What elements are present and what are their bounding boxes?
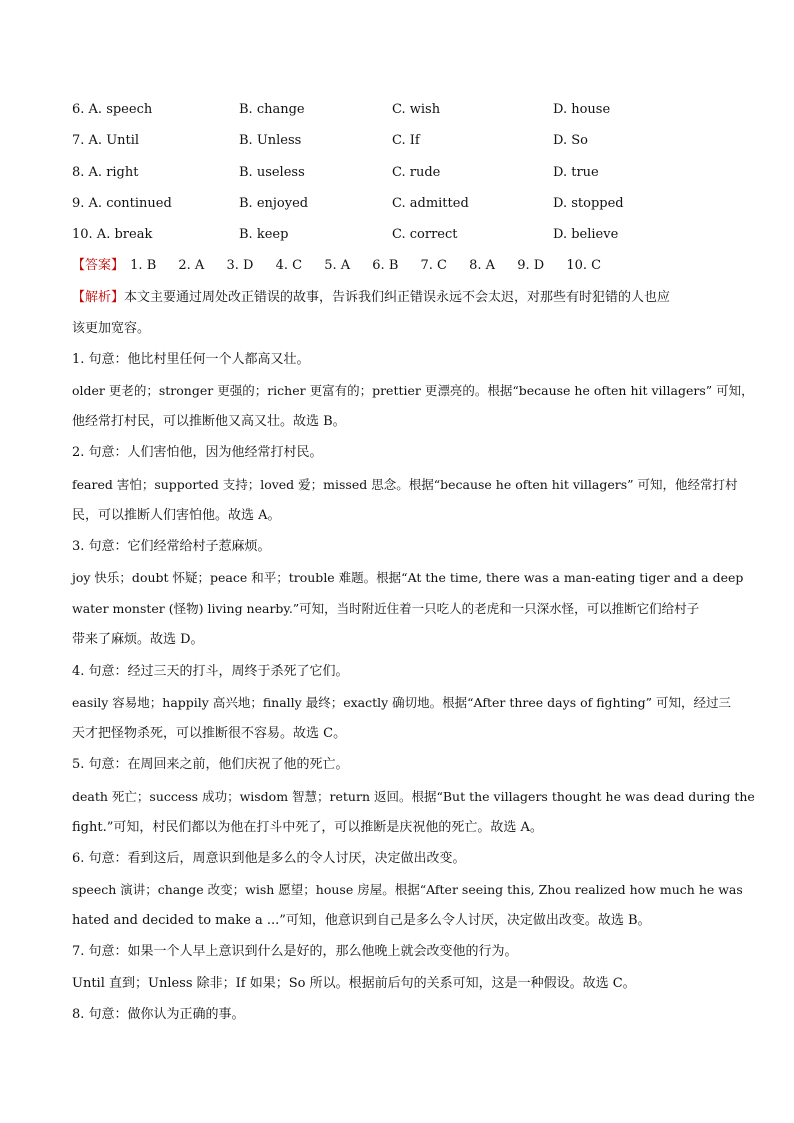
- question-heading: 6. 句意：看到这后，周意识到他是多么的令人讨厌，决定做出改变。: [72, 851, 466, 866]
- option-b: B. enjoyed: [239, 196, 309, 211]
- analysis-text: 本文主要通过周处改正错误的故事，告诉我们纠正错误永远不会太迟，对那些有时犯错的人也应: [124, 290, 671, 305]
- text-line: speech 演讲；change 改变；wish 愿望；house 房屋。根据“After seeing this, Zhou realized how much he was: [72, 882, 743, 897]
- option-c: C. If: [392, 133, 420, 148]
- question-heading: 3. 句意：它们经常给村子惹麻烦。: [72, 539, 271, 554]
- option-b: B. change: [239, 102, 305, 117]
- option-d: D. true: [553, 165, 599, 180]
- text-line: death 死亡；success 成功；wisdom 智慧；return 返回。根据“But the villagers thought he was dead during the: [72, 789, 755, 804]
- option-d: D. believe: [553, 227, 619, 242]
- option-row-10: [72, 225, 732, 245]
- answer-item: 7. C: [420, 258, 447, 273]
- option-c: C. correct: [392, 227, 458, 242]
- text-line: 天才把怪物杀死，可以推断很不容易。故选 C。: [72, 726, 347, 741]
- question-heading: 4. 句意：经过三天的打斗，周终于杀死了它们。: [72, 664, 349, 679]
- question-heading: 8. 句意：做你认为正确的事。: [72, 1007, 245, 1022]
- text-line: water monster (怪物) living nearby.”可知，当时附近住着一只吃人的老虎和一只深水怪，可以推断它们给村子: [72, 601, 700, 616]
- option-c: C. wish: [392, 102, 441, 117]
- option-d: D. So: [553, 133, 588, 148]
- answer-item: 1. B: [130, 258, 157, 273]
- option-c: C. rude: [392, 165, 441, 180]
- question-heading: 2. 句意：人们害怕他，因为他经常打村民。: [72, 445, 323, 460]
- option-d: D. stopped: [553, 196, 624, 211]
- option-row-7: [72, 131, 732, 151]
- option-a: 7. A. Until: [72, 133, 140, 148]
- text-line: joy 快乐；doubt 怀疑；peace 和平；trouble 难题。根据“At the time, there was a man-eating tiger and a deep: [72, 570, 744, 585]
- answer-item: 2. A: [178, 258, 205, 273]
- text-line: older 更老的；stronger 更强的；richer 更富有的；prettier 更漂亮的。根据“because he often hit villagers” 可知，: [72, 383, 754, 398]
- text-line: feared 害怕；supported 支持；loved 爱；missed 思念。根据“because he often hit villagers” 可知，他经常打村: [72, 477, 738, 492]
- text-line: easily 容易地；happily 高兴地；finally 最终；exactly 确切地。根据“After three days of fighting” 可知，经过三: [72, 695, 732, 710]
- text-line: fight.”可知，村民们都以为他在打斗中死了，可以推断是庆祝他的死亡。故选 A。: [72, 820, 543, 835]
- option-a: 9. A. continued: [72, 196, 172, 211]
- option-row-6: [72, 100, 732, 120]
- answer-item: 4. C: [275, 258, 303, 273]
- option-b: B. useless: [239, 165, 305, 180]
- answer-line: [72, 255, 732, 277]
- answer-item: 5. A: [324, 258, 351, 273]
- option-row-8: [72, 163, 732, 183]
- option-row-9: [72, 194, 732, 214]
- analysis-label: 【解析】: [72, 290, 125, 305]
- text-line: 带来了麻烦。故选 D。: [72, 632, 204, 647]
- text-line: 民，可以推断人们害怕他。故选 A。: [72, 508, 281, 523]
- answer-item: 10. C: [566, 258, 602, 273]
- text-line: 他经常打村民，可以推断他又高又壮。故选 B。: [72, 414, 346, 429]
- question-heading: 1. 句意：他比村里任何一个人都高又壮。: [72, 352, 310, 367]
- text-line: hated and decided to make a ...”可知，他意识到自己是多么令人讨厌，决定做出改变。故选 B。: [72, 913, 651, 928]
- option-a: 8. A. right: [72, 165, 139, 180]
- option-a: 6. A. speech: [72, 102, 153, 117]
- question-heading: 5. 句意：在周回来之前，他们庆祝了他的死亡。: [72, 757, 349, 772]
- answer-item: 9. D: [517, 258, 545, 273]
- question-heading: 7. 句意：如果一个人早上意识到什么是好的，那么他晚上就会改变他的行为。: [72, 944, 518, 959]
- text-line: 该更加宽容。: [72, 321, 151, 336]
- option-c: C. admitted: [392, 196, 469, 211]
- analysis-line-1: [72, 287, 732, 309]
- option-b: B. Unless: [239, 133, 302, 148]
- answer-label: 【答案】: [72, 258, 125, 273]
- answer-item: 8. A: [469, 258, 496, 273]
- option-a: 10. A. break: [72, 227, 153, 242]
- answer-item: 3. D: [226, 258, 254, 273]
- option-b: B. keep: [239, 227, 289, 242]
- option-d: D. house: [553, 102, 611, 117]
- answer-item: 6. B: [372, 258, 399, 273]
- text-line: Until 直到；Unless 除非；If 如果；So 所以。根据前后句的关系可知，这是一种假设。故选 C。: [72, 976, 636, 991]
